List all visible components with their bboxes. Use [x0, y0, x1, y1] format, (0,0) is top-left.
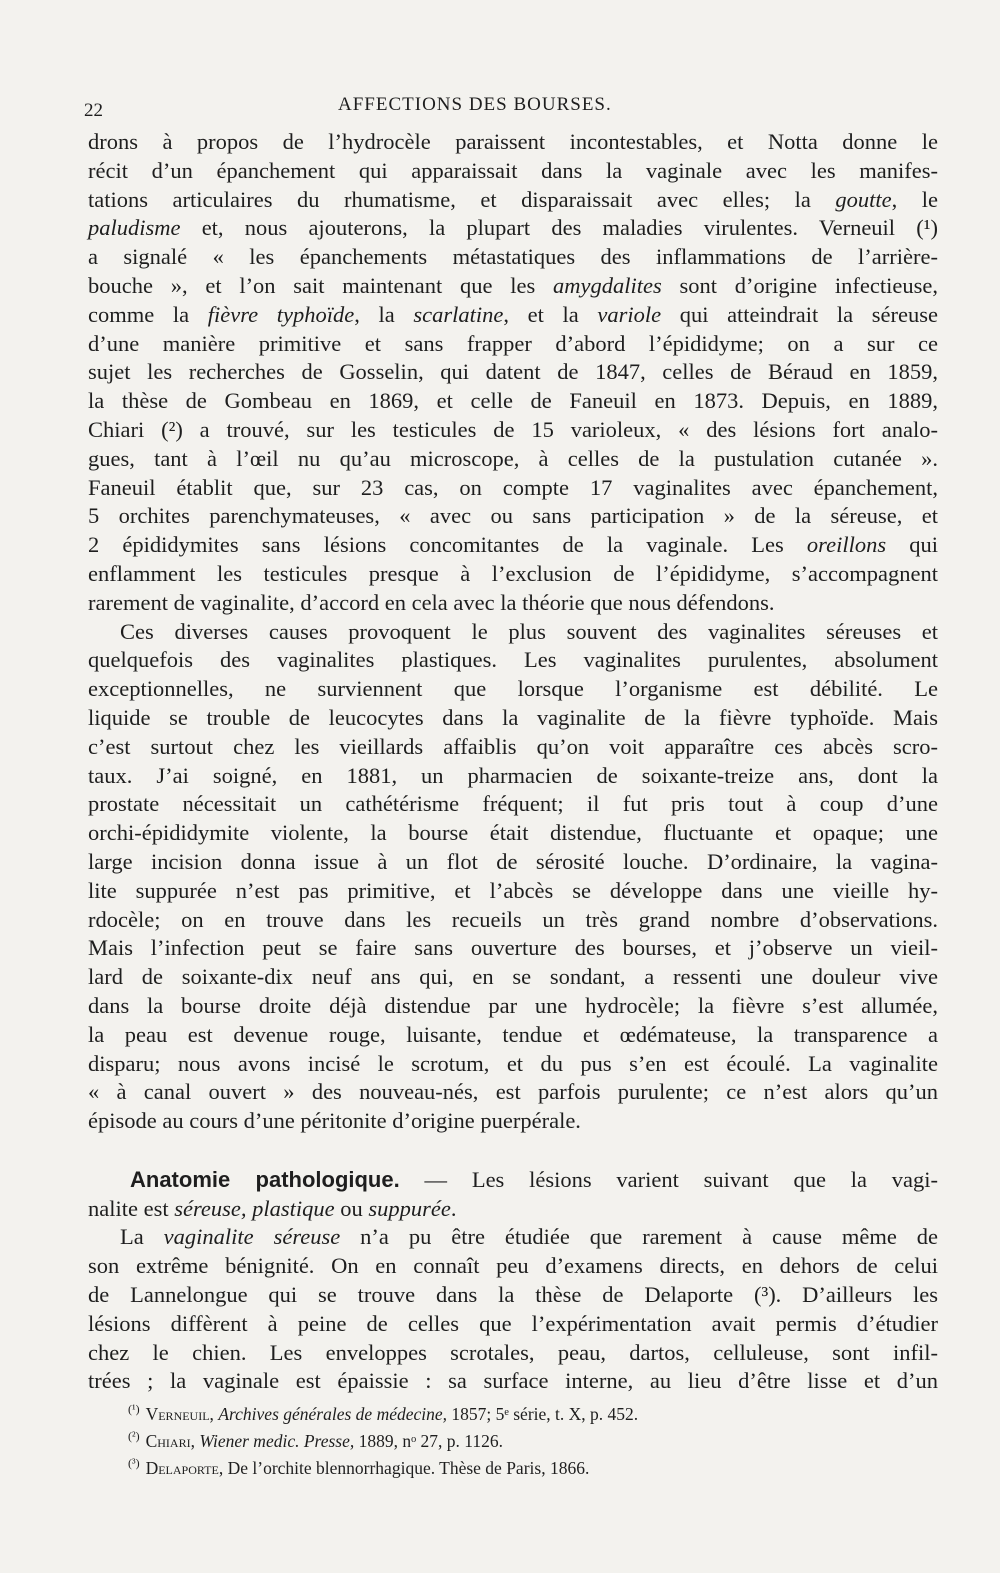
text-line: rdocèle; on en trouve dans les recueils un très grand nombre d’observations.: [88, 906, 938, 932]
text-line: gues, tant à l’œil nu qu’au microscope, à celles de la pustulation cutanée ».: [88, 445, 938, 471]
text-line: paludisme et, nous ajouterons, la plupart des maladies virulentes. Verneuil (¹): [88, 215, 938, 241]
text-line: dans la bourse droite déjà distendue par une hydrocèle; la fièvre s’est allumée,: [88, 992, 938, 1018]
text-line: orchi-épididymite violente, la bourse était distendue, fluctuante et opaque; une: [88, 820, 938, 846]
text-line: la peau est devenue rouge, luisante, tendue et œdémateuse, la transparence a: [88, 1021, 938, 1047]
text-line: quelquefois des vaginalites plastiques. Les vaginalites purulentes, absolument: [88, 647, 938, 673]
text-line: de Lannelongue qui se trouve dans la thèse de Delaporte (³). D’ailleurs les: [88, 1282, 938, 1308]
text-line: taux. J’ai soigné, en 1881, un pharmacien de soixante-treize ans, dont la: [88, 762, 938, 788]
text-line: Chiari (²) a trouvé, sur les testicules de 15 varioleux, « des lésions fort analo-: [88, 416, 938, 442]
paragraph-2: [88, 618, 938, 1136]
text-line: comme la fièvre typhoïde, la scarlatine, et la variole qui atteindrait la séreuse: [88, 301, 938, 327]
text-line: 2 épididymites sans lésions concomitantes de la vaginale. Les oreillons qui: [88, 532, 938, 558]
text-line: tations articulaires du rhumatisme, et disparaissait avec elles; la goutte, le: [88, 186, 938, 212]
text-line: lard de soixante-dix neuf ans qui, en se sondant, a ressenti une douleur vive: [88, 964, 938, 990]
text-line: la thèse de Gombeau en 1869, et celle de Faneuil en 1873. Depuis, en 1889,: [88, 388, 938, 414]
text-line: bouche », et l’on sait maintenant que les amygdalites sont d’origine infectieuse,: [88, 272, 938, 298]
footnote: $^{(^3)}$ Delaporte, De l’orchite blennorrhagique. Thèse de Paris, 1866.: [128, 1455, 590, 1478]
text-line: a signalé « les épanchements métastatiques des inflammations de l’arrière-: [88, 244, 938, 270]
text-line: épisode au cours d’une péritonite d’origine puerpérale.: [88, 1108, 581, 1134]
text-line: lite suppurée n’est pas primitive, et l’abcès se développe dans une vieille hy-: [88, 877, 938, 903]
text-line: drons à propos de l’hydrocèle paraissent incontestables, et Notta donne le: [88, 129, 938, 154]
text-line: Mais l’infection peut se faire sans ouverture des bourses, et j’observe un vieil-: [88, 935, 938, 961]
text-line: 5 orchites parenchymateuses, « avec ou sans participation » de la séreuse, et: [88, 503, 938, 529]
text-line: lésions diffèrent à peine de celles que l’expérimentation avait permis d’étudier: [88, 1310, 938, 1336]
text-line: disparu; nous avons incisé le scrotum, et du pus s’en est écoulé. La vaginalite: [88, 1050, 938, 1076]
paragraph-1: [88, 128, 938, 618]
text-line: La vaginalite séreuse n’a pu être étudiée que rarement à cause même de: [120, 1224, 939, 1250]
footnotes: [128, 1398, 808, 1478]
text-line: « à canal ouvert » des nouveau-nés, est parfois purulente; ce n’est alors qu’un: [88, 1079, 938, 1105]
section-anatomie: [88, 1166, 938, 1224]
text-line: trées ; la vaginale est épaissie : sa surface interne, au lieu d’être lisse et d’un: [88, 1368, 938, 1394]
text-line: d’une manière primitive et sans frapper d’abord l’épididyme; on a sur ce: [88, 330, 938, 356]
text-line: récit d’un épanchement qui apparaissait dans la vaginale avec les manifes-: [88, 157, 938, 183]
page-header: [84, 94, 644, 128]
text-line: c’est surtout chez les vieillards affaiblis qu’on voit apparaître ces abcès scro-: [88, 733, 938, 759]
text-line: rarement de vaginalite, d’accord en cela avec la théorie que nous défendons.: [88, 589, 775, 615]
paragraph-3: [88, 1223, 938, 1396]
text-line: nalite est séreuse, plastique ou suppurée.: [88, 1195, 457, 1221]
text-line: large incision donna issue à un flot de sérosité louche. D’ordinaire, la vagina-: [88, 848, 938, 874]
footnote: $^{(^1)}$ Verneuil, Archives générales de médecine, 1857; 5ᵉ série, t. X, p. 452.: [128, 1402, 639, 1424]
text-line: enflamment les testicules presque à l’exclusion de l’épididyme, s’accompagnent: [88, 560, 938, 586]
section-title: Anatomie pathologique.: [130, 1166, 400, 1192]
text-line: sujet les recherches de Gosselin, qui datent de 1847, celles de Béraud en 1859,: [88, 359, 938, 385]
body-text: [88, 128, 938, 1396]
page-number: 22: [84, 100, 103, 121]
text-line: son extrême bénignité. On en connaît peu d’examens directs, en dehors de celui: [88, 1253, 938, 1279]
text-line: Ces diverses causes provoquent le plus souvent des vaginalites séreuses et: [120, 618, 938, 644]
text-line: prostate nécessitait un cathétérisme fréquent; il fut pris tout à coup d’une: [88, 791, 938, 817]
text-line: exceptionnelles, ne surviennent que lorsque l’organisme est débilité. Le: [88, 676, 938, 702]
text-line: liquide se trouble de leucocytes dans la vaginalite de la fièvre typhoïde. Mais: [88, 704, 938, 730]
footnote: $^{(^2)}$ Chiari, Wiener medic. Presse, 1889, nᵒ 27, p. 1126.: [128, 1428, 504, 1451]
section-heading-line: Anatomie pathologique. — Les lésions varient suivant que la vagi-: [88, 1166, 938, 1195]
running-title: AFFECTIONS DES BOURSES.: [338, 94, 612, 115]
text-line: Faneuil établit que, sur 23 cas, on compte 17 vaginalites avec épanchement,: [88, 474, 938, 500]
text-line: chez le chien. Les enveloppes scrotales, peau, dartos, celluleuse, sont infil-: [88, 1339, 938, 1365]
